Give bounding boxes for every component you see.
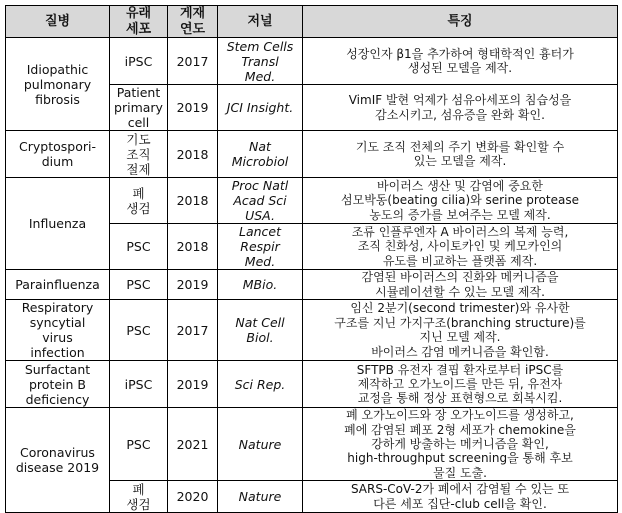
feature-cell: 조류 인플루엔자 A 바이러스의 복제 능력, 조직 친화성, 사이토카인 및 케모카인의 유도를 비교하는 플랫폼 제작. xyxy=(303,224,618,270)
journal-cell: Stem Cells Transl Med. xyxy=(218,38,303,85)
year-cell: 2018 xyxy=(168,224,218,270)
year-cell: 2019 xyxy=(168,361,218,408)
year-cell: 2018 xyxy=(168,178,218,224)
year-cell: 2021 xyxy=(168,408,218,481)
disease-cell: Parainfluenza xyxy=(6,270,110,300)
year-cell: 2017 xyxy=(168,38,218,85)
table-row xyxy=(6,270,618,300)
feature-cell: 임신 2분기(second trimester)와 유사한 구조를 지닌 가지구조(branching structure)를 지닌 모델 제작. 바이러스 감염 메커니즘을 확인함. xyxy=(303,300,618,361)
feature-cell: 바이러스 생산 및 감염에 중요한 섬모박동(beating cilia)와 serine protease 농도의 증가를 보여주는 모델 제작. xyxy=(303,178,618,224)
cell-source: 기도 조직 절제 xyxy=(110,131,168,178)
header-cell-source: 유래 세포 xyxy=(110,6,168,38)
cell-source: PSC xyxy=(110,300,168,361)
cell-source: 폐 생검 xyxy=(110,481,168,513)
header-journal: 저널 xyxy=(218,6,303,38)
header-year: 게재 연도 xyxy=(168,6,218,38)
journal-cell: Nat Microbiol xyxy=(218,131,303,178)
journal-cell: MBio. xyxy=(218,270,303,300)
year-cell: 2019 xyxy=(168,85,218,131)
cell-source: iPSC xyxy=(110,361,168,408)
journal-cell: JCI Insight. xyxy=(218,85,303,131)
cell-source: PSC xyxy=(110,270,168,300)
feature-cell: 감염된 바이러스의 진화와 메커니즘을 시뮬레이션할 수 있는 모델 제작. xyxy=(303,270,618,300)
header-feature: 특징 xyxy=(303,6,618,38)
disease-cell: Idiopathic pulmonary fibrosis xyxy=(6,38,110,131)
table-row xyxy=(6,38,618,85)
feature-cell: SFTPB 유전자 결핍 환자로부터 iPSC를 제작하고 오가노이드를 만든 뒤, 유전자 교정을 통해 정상 표현형으로 회복시킴. xyxy=(303,361,618,408)
disease-cell: Influenza xyxy=(6,178,110,270)
journal-cell: Proc Natl Acad Sci USA. xyxy=(218,178,303,224)
feature-cell: VimIF 발현 억제가 섬유아세포의 침습성을 감소시키고, 섬유증을 완화 확인. xyxy=(303,85,618,131)
feature-cell: SARS-CoV-2가 폐에서 감염될 수 있는 또 다른 세포 집단-club cell을 확인. xyxy=(303,481,618,513)
table-row xyxy=(6,131,618,178)
feature-cell: 성장인자 β1을 추가하여 형태학적인 흉터가 생성된 모델을 제작. xyxy=(303,38,618,85)
journal-cell: Nat Cell Biol. xyxy=(218,300,303,361)
cell-source: 폐 생검 xyxy=(110,178,168,224)
header-row xyxy=(6,6,618,38)
cell-source: Patient primary cell xyxy=(110,85,168,131)
journal-cell: Sci Rep. xyxy=(218,361,303,408)
journal-cell: Nature xyxy=(218,481,303,513)
cell-source: iPSC xyxy=(110,38,168,85)
table-row xyxy=(6,178,618,224)
disease-cell: Cryptospori- dium xyxy=(6,131,110,178)
table-row xyxy=(6,361,618,408)
year-cell: 2017 xyxy=(168,300,218,361)
feature-cell: 기도 조직 전체의 주기 변화를 확인할 수 있는 모델을 제작. xyxy=(303,131,618,178)
journal-cell: Nature xyxy=(218,408,303,481)
cell-source: PSC xyxy=(110,224,168,270)
disease-cell: Coronavirus disease 2019 xyxy=(6,408,110,513)
year-cell: 2020 xyxy=(168,481,218,513)
disease-cell: Respiratory syncytial virus infection xyxy=(6,300,110,361)
header-disease: 질병 xyxy=(6,6,110,38)
journal-cell: Lancet Respir Med. xyxy=(218,224,303,270)
table-row xyxy=(6,408,618,481)
year-cell: 2018 xyxy=(168,131,218,178)
organoid-disease-model-table xyxy=(5,5,618,513)
year-cell: 2019 xyxy=(168,270,218,300)
cell-source: PSC xyxy=(110,408,168,481)
disease-cell: Surfactant protein B deficiency xyxy=(6,361,110,408)
feature-cell: 폐 오가노이드와 장 오가노이드를 생성하고, 폐에 감염된 폐포 2형 세포가 chemokine을 강하게 방출하는 메커니즘을 확인, high-throughput screening을 통해 후보 물질 도출. xyxy=(303,408,618,481)
table-row xyxy=(6,300,618,361)
